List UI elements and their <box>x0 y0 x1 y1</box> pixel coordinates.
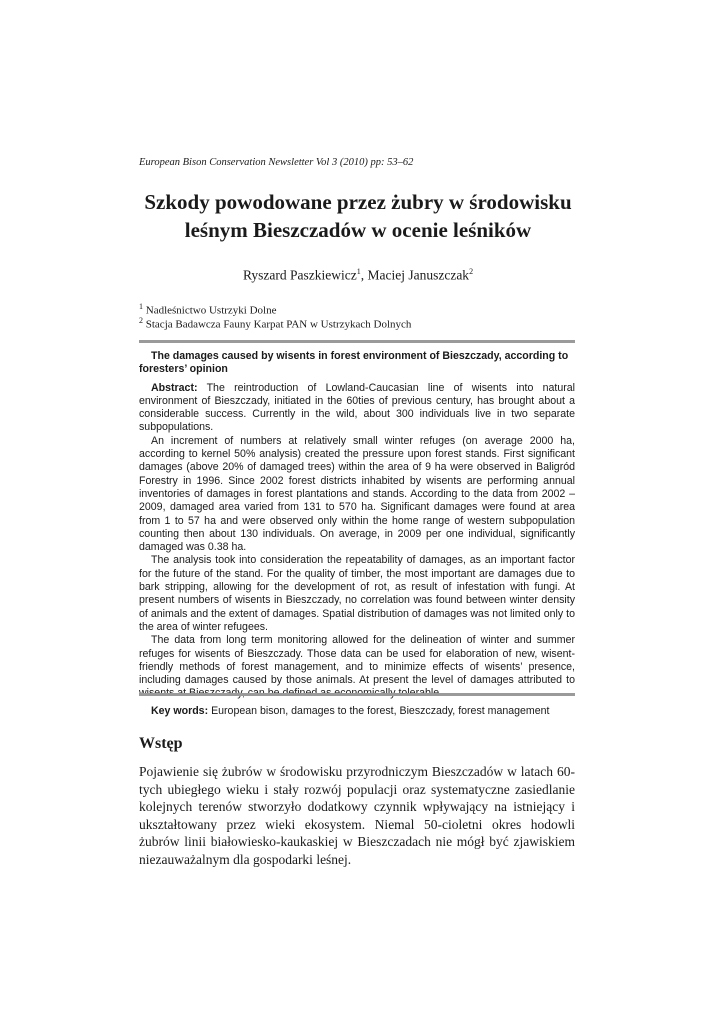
keywords-label: Key words: <box>151 704 209 717</box>
article-title: Szkody powodowane przez żubry w środowisku leśnym Bieszczadów w ocenie leśników <box>144 190 572 242</box>
author-affiliation-mark: 2 <box>469 267 474 276</box>
affiliation-number: 2 <box>139 316 143 325</box>
affiliation <box>139 316 579 331</box>
author-name: Maciej Januszczak <box>367 267 470 283</box>
body-paragraph: Pojawienie się żubrów w środowisku przyrodniczym Bieszczadów w latach 60-tych ubiegłego wieku i stały rozwój populacji oraz systematyczne zasiedlanie kolejnych terenów stworzyło dodatkowy czynnik wpływający na istniejący i ukształtowany przez wieki ekosystem. Niemal 50-cioletni okres hodowli żubrów linii białowiesko-kaukaskiej w Bieszczadach nie mógł być zjawiskiem niezauważalnym dla gospodarki leśnej. <box>139 764 575 867</box>
affiliation-number: 1 <box>139 302 143 311</box>
affiliation <box>139 302 579 317</box>
abstract-paragraph <box>139 382 575 435</box>
abstract-paragraph: The data from long term monitoring allowed for the delineation of winter and summer refuges for wisents of Bieszczady. Those data can be used for elaboration of new, wisent-friendly methods of forest management, and to minimize effects of wisents’ presence, including damages caused by those animals. At present the level of damages attributed to <box>139 634 575 687</box>
abstract-text: The reintroduction of Lowland-Caucasian line of wisents into natural environment of Bieszczady, initiated in the 60ties of previous century, has brought about a considerable success. Currently in the wild, about 300 individuals live in two separate subpopulations. <box>139 381 575 434</box>
author-line: Ryszard Paszkiewicz$^1$, Maciej Januszczak$^2$ <box>242 267 474 283</box>
abstract-label: Abstract: <box>151 381 198 394</box>
keywords-line <box>139 705 575 718</box>
abstract-bottom-rule <box>139 693 575 696</box>
abstract-paragraph: The analysis took into consideration the repeatability of damages, as an important factor for the future of the stand. For the quality of timber, the most important are damages due to bark stripping, allowing for the development of rot, as result of infestation with fungi. At present numbers of wisents in Bieszczady, no correlation was found between winter density of animals and the extent of damages. Spatial distribution of damages was not limited only to the area of winter refugees. <box>139 554 575 633</box>
author-affiliation-mark: 1 <box>356 267 361 276</box>
journal-citation: European Bison Conservation Newsletter Vol 3 (2010) pp: 53–62 <box>139 157 414 168</box>
keywords-text: European bison, damages to the forest, Bieszczady, forest management <box>211 704 550 717</box>
affiliation-text: Stacja Badawcza Fauny Karpat PAN w Ustrzykach Dolnych <box>145 318 412 331</box>
section-heading: Wstęp <box>139 735 183 752</box>
abstract-english-title: The damages caused by wisents in forest environment of Bieszczady, according to foresters’ opinion <box>139 350 569 376</box>
abstract-paragraph: An increment of numbers at relatively small winter refuges (on average 2000 ha, according to kernel 50% analysis) created the pressure upon forest stands. First significant damages (above 20% of damaged trees) within the area of 9 ha were observed in Baligród Forestry in 1996. Since 2002 forest districts inhabited by wisents are performing annual inventories of damages in forest plantations and stands. According to the data from 2002 – 2009, damaged area varied from 131 to 570 ha. Significant damages were found at area from 1 to 57 ha and were observed only within the home range of western subpopulation counting then about 130 individuals. On average, in 2009 per one individual, significantly damaged was 0.38 ha. <box>139 434 575 554</box>
abstract-top-rule <box>139 340 575 343</box>
abstract-box <box>139 350 575 718</box>
affiliation-text: Nadleśnictwo Ustrzyki Dolne <box>145 304 277 317</box>
author-name: Ryszard Paszkiewicz <box>242 267 357 283</box>
